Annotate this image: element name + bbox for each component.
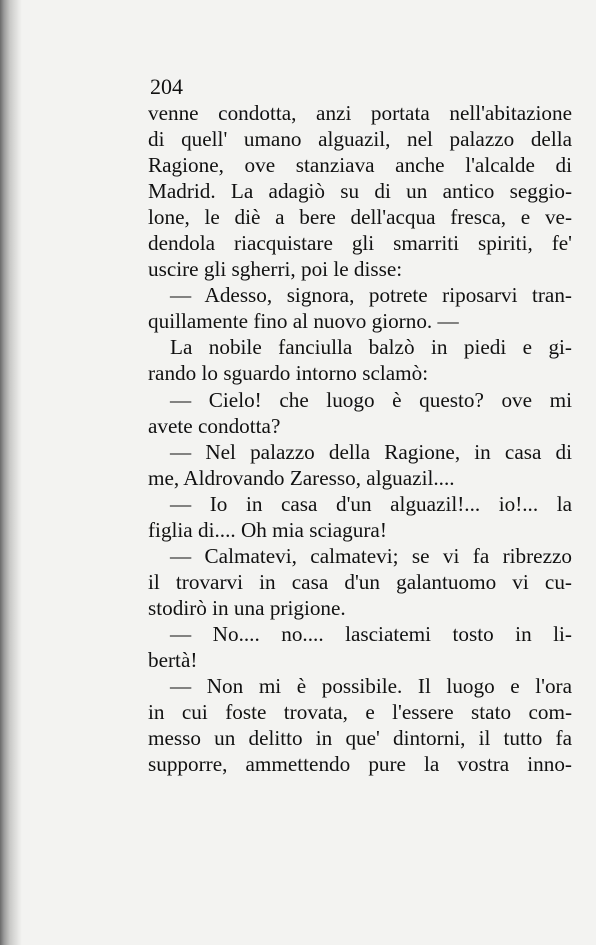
text-line: uscire gli sgherri, poi le disse:: [148, 257, 403, 282]
text-line: supporre, ammettendo pure la vostra inno-: [148, 752, 572, 777]
text-line: — Nel palazzo della Ragione, in casa di: [170, 439, 572, 464]
text-line: Madrid. La adagiò su di un antico seggio-: [148, 179, 572, 204]
text-line: dendola riacquistare gli smarriti spiriti, fe': [148, 231, 572, 256]
text-line: quillamente fino al nuovo giorno. —: [148, 309, 459, 334]
text-line: avete condotta?: [148, 413, 281, 438]
book-page: [148, 74, 572, 777]
text-line: bertà!: [148, 647, 198, 672]
text-line: Ragione, ove stanziava anche l'alcalde di: [148, 153, 572, 178]
text-line: in cui foste trovata, e l'essere stato com-: [148, 700, 572, 725]
text-line: — No.... no.... lasciatemi tosto in li-: [170, 621, 572, 646]
body-text: [148, 100, 572, 777]
text-line: — Adesso, signora, potrete riposarvi tran-: [170, 283, 572, 308]
text-line: — Calmatevi, calmatevi; se vi fa ribrezzo: [170, 543, 572, 568]
text-line: venne condotta, anzi portata nell'abitazione: [148, 101, 572, 125]
text-line: La nobile fanciulla balzò in piedi e gi-: [170, 335, 572, 360]
text-line: figlia di.... Oh mia sciagura!: [148, 517, 387, 542]
text-line: — Non mi è possibile. Il luogo e l'ora: [170, 674, 572, 699]
text-line: — Cielo! che luogo è questo? ove mi: [170, 387, 572, 412]
text-line: lone, le diè a bere dell'acqua fresca, e ve-: [148, 205, 572, 230]
text-line: stodirò in una prigione.: [148, 595, 346, 620]
page-gutter-shadow: [0, 0, 22, 945]
text-line: messo un delitto in que' dintorni, il tutto fa: [148, 726, 572, 751]
text-line: — Io in casa d'un alguazil!... io!... la: [170, 491, 572, 516]
text-line: me, Aldrovando Zaresso, alguazil....: [148, 465, 455, 490]
text-line: rando lo sguardo intorno sclamò:: [148, 361, 429, 386]
text-line: il trovarvi in casa d'un galantuomo vi cu-: [148, 569, 572, 594]
text-line: di quell' umano alguazil, nel palazzo della: [148, 127, 572, 152]
page-number: 204: [150, 74, 183, 99]
